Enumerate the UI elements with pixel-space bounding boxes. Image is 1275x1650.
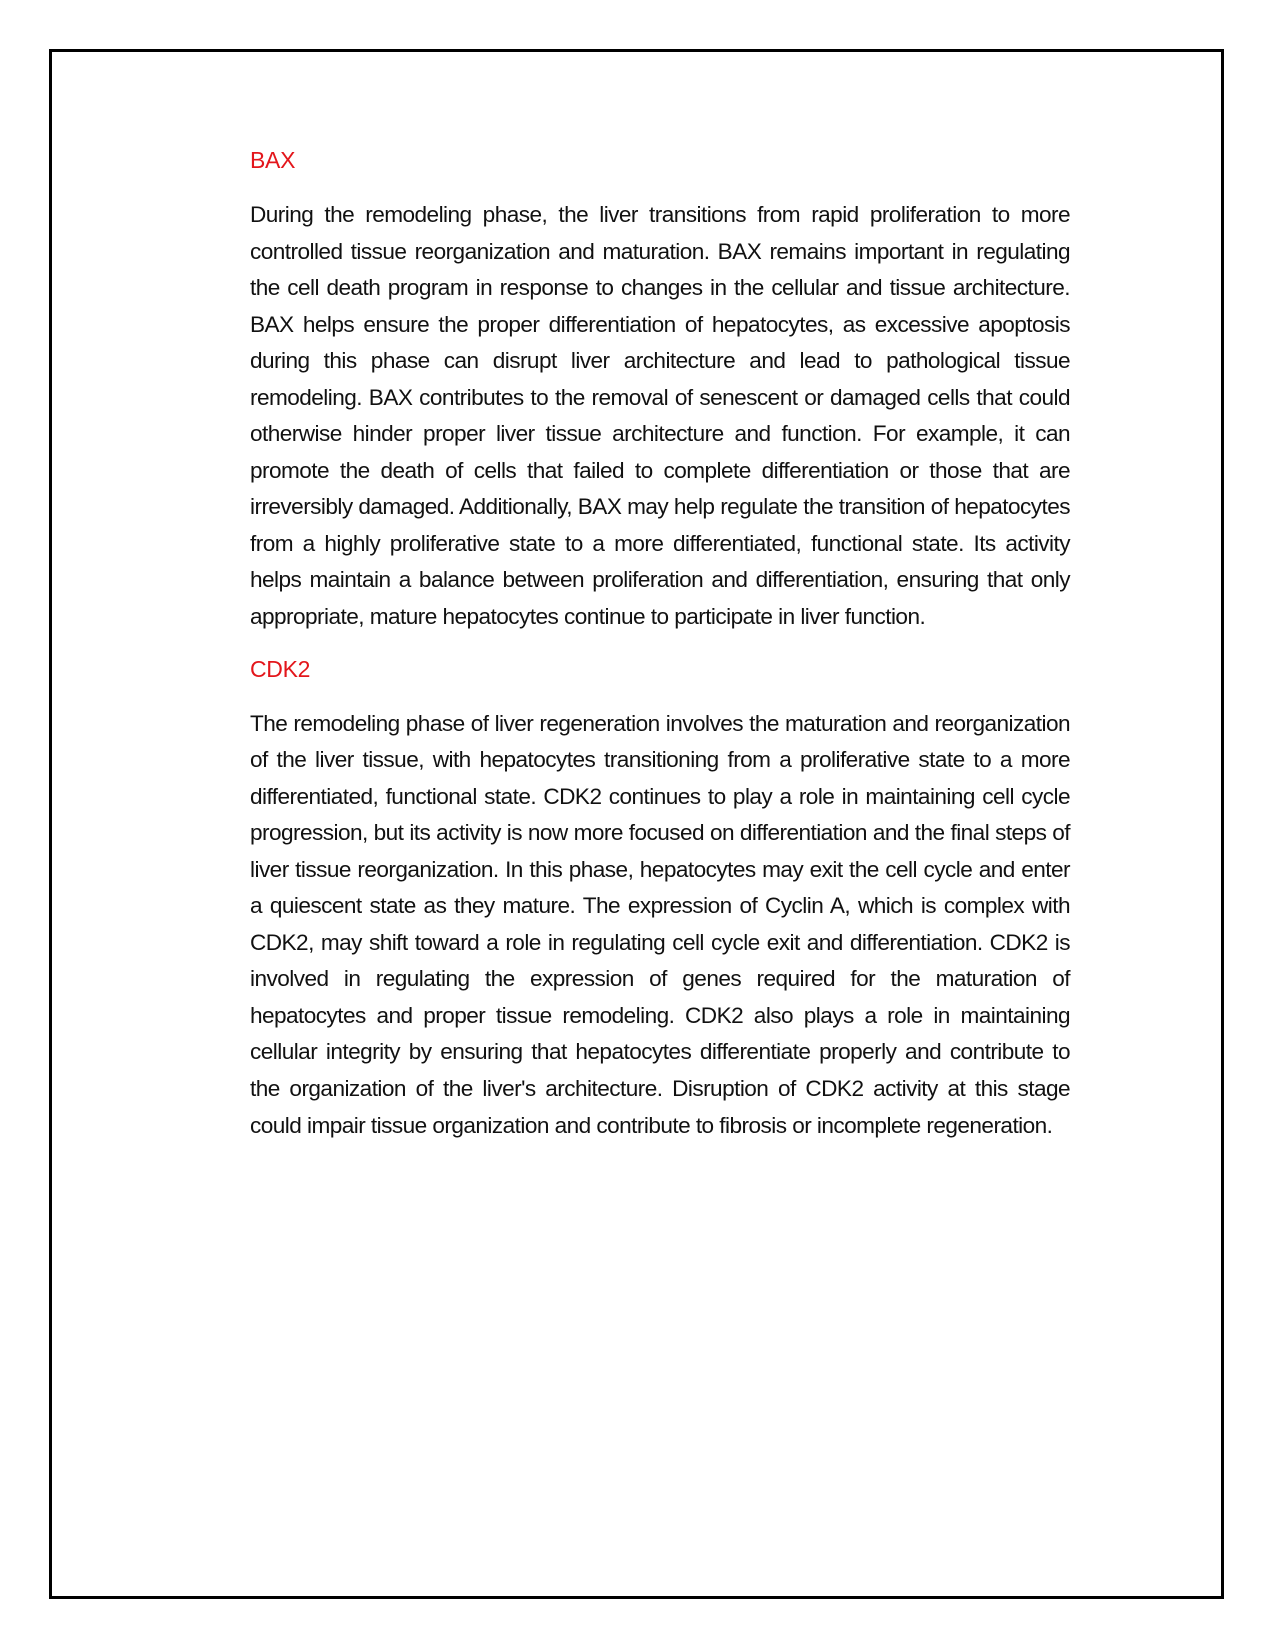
document-content bbox=[250, 142, 1070, 1159]
section-heading-bax: BAX bbox=[250, 147, 296, 173]
section-cdk2 bbox=[250, 651, 1070, 1145]
section-heading-cdk2: CDK2 bbox=[250, 655, 311, 682]
section-body-bax: During the remodeling phase, the liver transitions from rapid proliferation to more controlled tissue reorganization and maturation. BAX remains important in regulating the cell death program in response to changes in the cellular and tissue architecture. BAX helps ensure the proper differentiation of hepatocytes, as excessive apoptosis during this phase can disrupt liver architecture and lead to pathological tissue remodeling. BAX contributes to the removal of senescent or damaged cells that could otherwise hinder proper liver tissue architecture and function. For example, it can promote the death of cells that failed to complete differentiation or those that are irreversibly damaged. Additionally, BAX may help regulate the transition of hepatocytes from a highly proliferative state to a more differentiated, functional state. Its activity helps maintain a balance between proliferation and differentiation, ensuring that only appropriate, mature hepatocytes continue to participate in liver function. bbox=[250, 202, 1070, 630]
section-body-cdk2: The remodeling phase of liver regeneration involves the maturation and reorganization of the liver tissue, with hepatocytes transitioning from a proliferative state to a more differentiated, functional state. CDK2 continues to play a role in maintaining cell cycle progression, but its activity is now more focused on differentiation and the final steps of liver tissue reorganization. In this phase, hepatocytes may exit the cell cycle and enter a quiescent state as they mature. The expression of Cyclin A, which is complex with CDK2, may shift toward a role in regulating cell cycle exit and differentiation. CDK2 is involved in regulating the expression of genes required for the maturation of hepatocytes and proper tissue remodeling. CDK2 also plays a role in maintaining cellular integrity by ensuring that hepatocytes differentiate properly and contribute to the organization of the liver's architecture. Disruption of CDK2 activity at this stage could impair tissue organization and contribute to fibrosis or incomplete regeneration. bbox=[250, 710, 1070, 1138]
section-bax bbox=[250, 142, 1070, 636]
